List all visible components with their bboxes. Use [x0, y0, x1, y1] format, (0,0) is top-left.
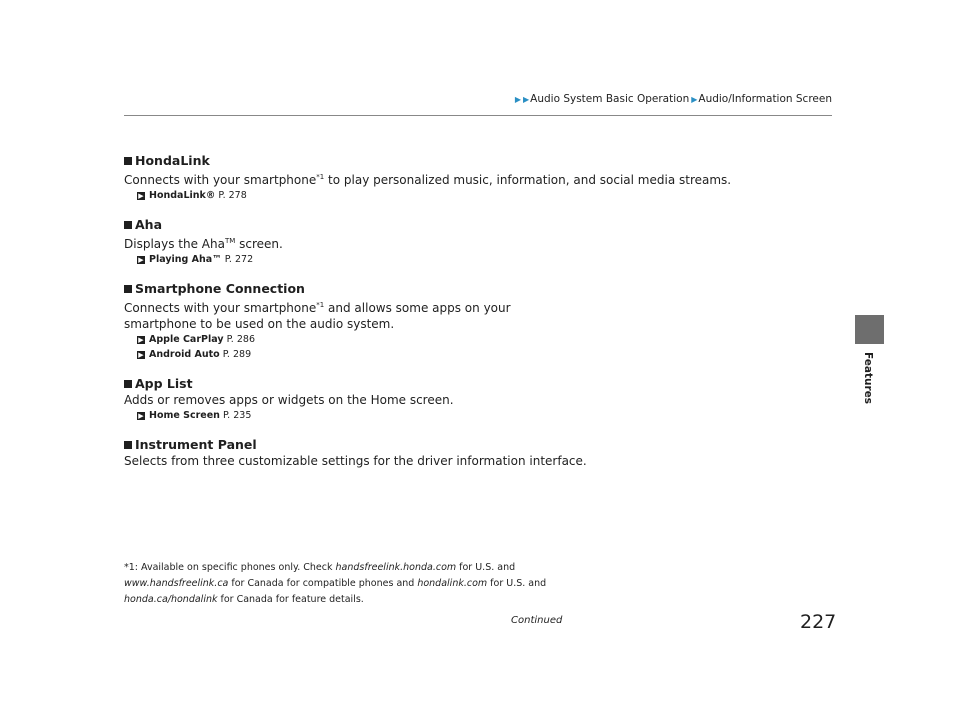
section-description [124, 233, 764, 252]
main-content [124, 153, 764, 483]
section-title-text: HondaLink [135, 153, 210, 168]
reference-arrow-icon: ▶ [138, 335, 144, 344]
reference-title[interactable]: HondaLink® [149, 190, 216, 201]
desc-text: Adds or removes apps or widgets on the Home screen. [124, 393, 454, 407]
page-number: 227 [800, 611, 837, 633]
desc-text: Displays the Aha [124, 237, 225, 251]
section-aha [124, 217, 764, 267]
square-bullet-icon [124, 380, 132, 388]
header-rule [124, 115, 832, 116]
footnote-marker: *1 [316, 301, 325, 309]
triangle-icon: ▶ [523, 94, 530, 104]
square-bullet-icon [124, 157, 132, 165]
reference-page[interactable]: P. 272 [224, 254, 254, 265]
square-bullet-icon [124, 441, 132, 449]
reference-arrow-icon: ▶ [138, 191, 144, 200]
page-reference[interactable] [137, 408, 764, 423]
section-tab-label: Features [862, 352, 874, 404]
reference-page[interactable]: P. 289 [222, 349, 252, 360]
square-bullet-icon [124, 221, 132, 229]
section-title-text: Aha [135, 217, 163, 232]
section-description [124, 169, 764, 188]
continued-label: Continued [511, 615, 563, 626]
footnote-link[interactable]: handsfreelink.honda.com [335, 562, 457, 573]
page-reference[interactable] [137, 332, 764, 347]
square-bullet-icon [124, 285, 132, 293]
reference-page[interactable]: P. 286 [226, 334, 255, 345]
section-description [124, 453, 764, 469]
footnote-text: for U.S. and [490, 578, 547, 589]
desc-text: Selects from three customizable settings for the driver information interface. [124, 454, 587, 468]
triangle-icon: ▶ [691, 94, 698, 104]
section-title [124, 437, 764, 453]
section-title [124, 153, 764, 169]
footnote-marker: *1 [316, 173, 325, 181]
section-hondalink [124, 153, 764, 203]
section-title [124, 217, 764, 233]
section-description [124, 392, 764, 408]
footnote-text: for U.S. and [459, 562, 516, 573]
footnote-text: *1: Available on specific phones only. Check [124, 562, 333, 573]
desc-text: Connects with your smartphone [124, 301, 317, 315]
reference-title[interactable]: Apple CarPlay [149, 334, 224, 345]
breadcrumb [514, 93, 832, 105]
footnote [124, 560, 594, 608]
desc-text: screen. [235, 237, 283, 251]
section-app-list [124, 376, 764, 423]
reference-title[interactable]: Playing Aha™ [149, 254, 222, 265]
footnote-text: for Canada for feature details. [220, 594, 364, 605]
page-reference[interactable] [137, 188, 764, 203]
section-instrument-panel [124, 437, 764, 469]
footnote-link[interactable]: honda.ca/hondalink [124, 594, 218, 605]
reference-page[interactable]: P. 235 [222, 410, 252, 421]
section-title [124, 376, 764, 392]
section-title [124, 281, 764, 297]
section-title-text: App List [135, 376, 193, 391]
reference-page[interactable]: P. 278 [218, 190, 247, 201]
page-reference[interactable] [137, 347, 764, 362]
footnote-link[interactable]: hondalink.com [417, 578, 488, 589]
section-description [124, 297, 564, 332]
desc-text: and allows some apps on your smartphone to be used on the audio system. [124, 301, 511, 331]
page-reference[interactable] [137, 252, 764, 267]
desc-text: Connects with your smartphone [124, 173, 317, 187]
section-title-text: Instrument Panel [135, 437, 257, 452]
reference-title[interactable]: Android Auto [149, 349, 220, 360]
breadcrumb-item[interactable]: Audio/Information Screen [698, 93, 832, 105]
section-title-text: Smartphone Connection [135, 281, 305, 296]
breadcrumb-item[interactable]: Audio System Basic Operation [530, 93, 690, 105]
reference-title[interactable]: Home Screen [149, 410, 220, 421]
trademark-marker: TM [224, 237, 236, 245]
section-smartphone-connection [124, 281, 764, 362]
reference-arrow-icon: ▶ [138, 411, 144, 420]
footnote-text: for Canada for compatible phones and [231, 578, 415, 589]
reference-arrow-icon: ▶ [138, 350, 144, 359]
desc-text: to play personalized music, information, and social media streams. [324, 173, 732, 187]
footnote-link[interactable]: www.handsfreelink.ca [124, 578, 229, 589]
reference-arrow-icon: ▶ [138, 255, 144, 264]
triangle-icon: ▶ [514, 94, 521, 104]
